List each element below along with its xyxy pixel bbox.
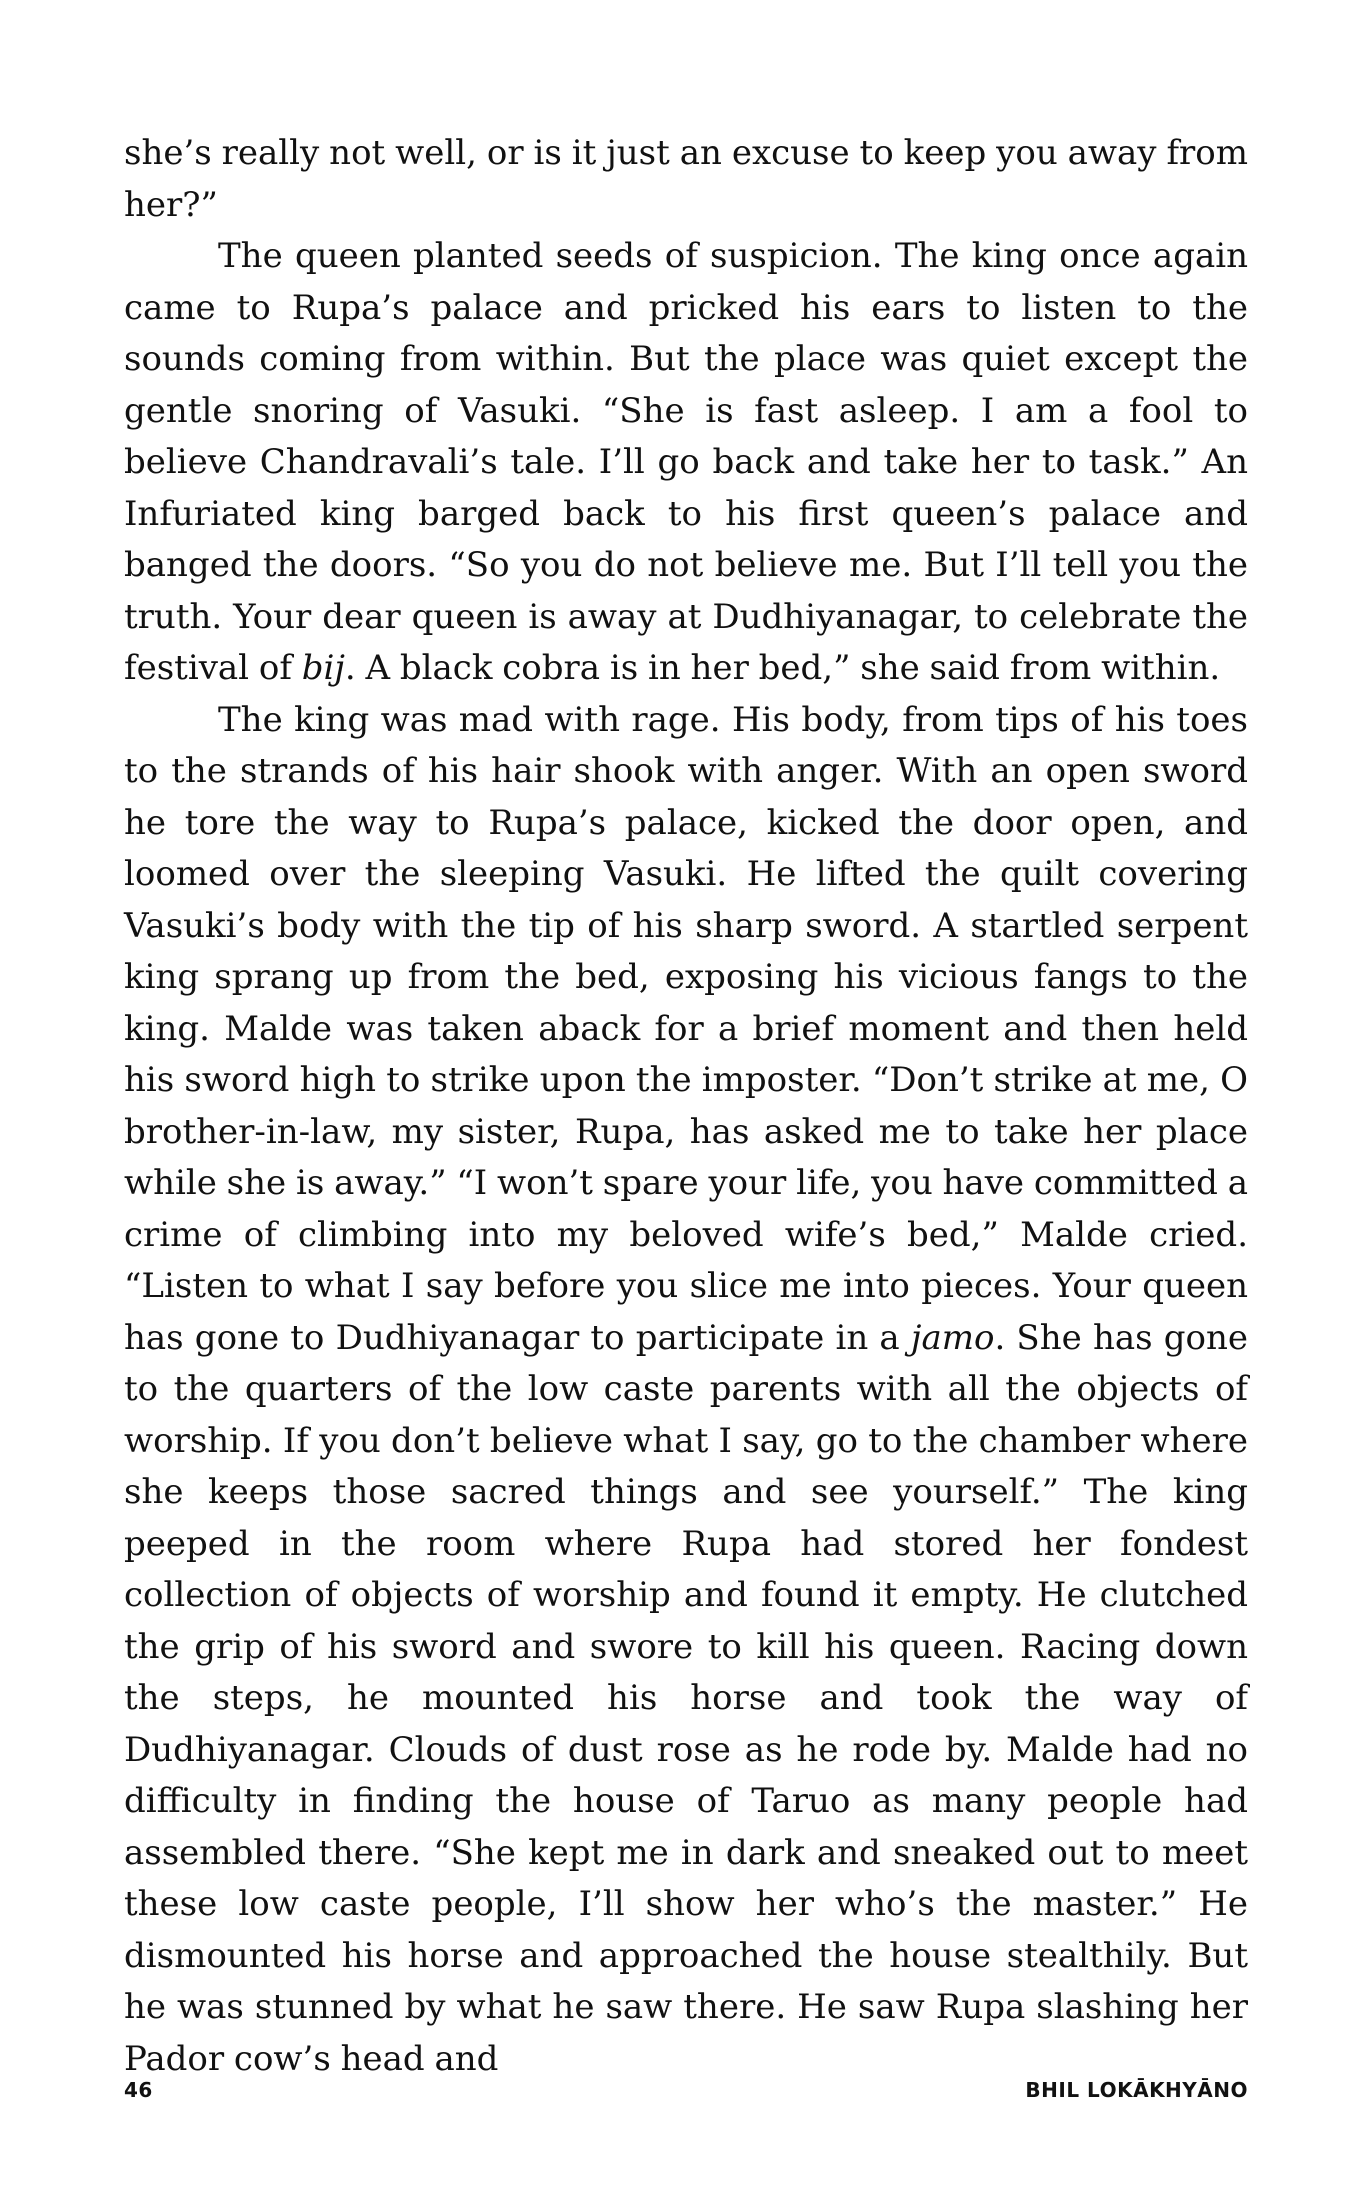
page-number: 46 <box>124 2078 153 2102</box>
page-footer <box>124 2078 1248 2102</box>
paragraph-2-italic-term: bij <box>301 648 345 688</box>
paragraph-2 <box>124 231 1248 695</box>
paragraph-3-text-a: The king was mad with rage. His body, from tips of his toes to the strands of his hair shook with anger. With an open sword he tore the way to Rupa’s palace, kicked the door open, and loomed over the sleeping Vasuki. He lifted the quilt covering Vasuki’s body with the tip of his sharp sword. A startled serpent king sprang up from the bed, exposing his vicious fangs to the king. Malde was taken aback for a brief moment and then held his sword high to strike upon the imposter. “Don’t strike at me, O brother-in-law, my sister, Rupa, has asked me to take her place while she is away.” “I won’t spare your life, you have committed a crime of climbing into my beloved wife’s bed,” Malde cried. “Listen to what I say before you slice me into pieces. Your queen has gone to Dudhiyanagar to participate in a <box>124 699 1248 1358</box>
paragraph-3-text-b: . She has gone to the quarters of the low caste parents with all the objects of worship. If you don’t believe what I say, go to the chamber where she keeps those sacred things and see yourself.” The king peeped in the room where Rupa had stored her fondest collection of objects of worship and found it empty. He clutched the grip of his sword and swore to kill his queen. Racing down the steps, he mounted his horse and took the way of Dudhiyanagar. Clouds of dust rose as he rode by. Malde had no difficulty in finding the house of Taruo as many people had assembled there. “She kept me in dark and sneaked out to meet these low caste people, I’ll show her who’s the master.” He dismounted his horse and approached the house stealthily. But he was stunned by what he saw there. He saw Rupa slashing her Pador cow’s head and <box>124 1317 1248 2079</box>
paragraph-1 <box>124 128 1248 231</box>
paragraph-3-italic-term: jamo <box>910 1317 995 1358</box>
page-body <box>124 128 1248 2085</box>
paragraph-2-text-a: The queen planted seeds of suspicion. The king once again came to Rupa’s palace and pricked his ears to listen to the sounds coming from within. But the place was quiet except the gentle snoring of Vasuki. “She is fast asleep. I am a fool to believe Chandravali’s tale. I’ll go back and take her to task.” An Infuriated king barged back to his first queen’s palace and banged the doors. “So you do not believe me. But I’ll tell you the truth. Your dear queen is away at Dudhiyanagar, to celebrate the festival of <box>124 236 1248 688</box>
running-title: BHIL LOKĀKHYĀNO <box>1025 2078 1248 2102</box>
paragraph-1-text: she’s really not well, or is it just an excuse to keep you away from her?” <box>124 133 1248 225</box>
paragraph-3 <box>124 695 1248 2086</box>
paragraph-2-text-b: . A black cobra is in her bed,” she said from within. <box>344 648 1221 688</box>
